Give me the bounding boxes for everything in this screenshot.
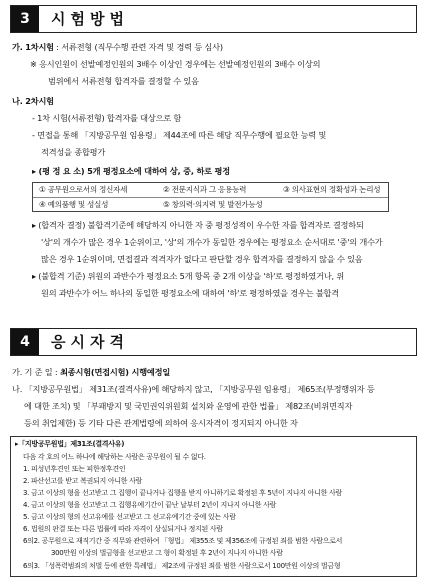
eligibility-line-2: 에 대한 조치) 및 「부패방지 및 국민권익위원회 설치와 운영에 관한 법률」 제82조(비위면직자 — [24, 401, 353, 411]
pass-criteria-line-1: ▸ (합격자 결정) 불합격기준에 해당하지 아니한 자 중 평정성적이 우수한 자를 합격자로 결정하되 — [32, 220, 364, 230]
pass-criteria-line-2: '상'의 개수가 많은 경우 1순위이고, '상'의 개수가 동일한 경우에는 평정요소 순서대로 '중'의 개수가 — [41, 237, 383, 247]
criteria-date-line — [12, 367, 170, 378]
section-number: 4 — [11, 329, 39, 355]
pass-criteria-line-3: 많은 경우 1순위이며, 면접결과 적격자가 없다고 판단할 경우 합격자를 결정하지 않을 수 있음 — [41, 254, 363, 264]
eval-item-3: ③ 의사표현의 정확성과 논리성 — [283, 185, 381, 194]
eval-heading: ▸ (평 정 요 소) 5개 평정요소에 대하여 상, 중, 하로 평정 — [32, 166, 230, 176]
second-exam-item-2-line-1: - 면접을 통해 「지방공무원 임용령」 제44조에 따른 해당 직무수행에 필요한 능력 및 — [32, 130, 327, 140]
note-line-2: 범위에서 서류전형 합격자를 결정할 수 있음 — [48, 76, 199, 86]
law-line: 3. 금고 이상의 형을 선고받고 그 집행이 끝나거나 집행을 받지 아니하기로 확정된 후 5년이 지나지 아니한 사람 — [23, 489, 342, 497]
eligibility-line-3: 등의 취업제한) 등 기타 다른 관계법령에 의하여 응시자격이 정지되지 아니한 자 — [24, 418, 298, 428]
section-title: 시험방법 — [51, 10, 129, 28]
eval-item-4: ④ 예의품행 및 성실성 — [39, 200, 109, 209]
law-line: 5. 금고 이상의 형의 선고유예를 선고받고 그 선고유예기간 중에 있는 사람 — [23, 513, 236, 521]
law-line: 4. 금고 이상의 형을 선고받고 그 집행유예기간이 끝난 날부터 2년이 지나지 아니한 사람 — [23, 501, 277, 509]
law-box-title: ▸「지방공무원법」제31조(결격사유) — [15, 440, 125, 448]
section-3-header — [10, 5, 417, 33]
first-exam-text: : 서류전형 (직무수행 관련 자격 및 경력 등 심사) — [53, 42, 223, 52]
section-number: 3 — [11, 6, 39, 32]
law-line: 2. 파산선고를 받고 복권되지 아니한 사람 — [23, 477, 143, 485]
law-line: 6의2. 공무원으로 재직기간 중 직무와 관련하여 「형법」 제355조 및 제356조에 규정된 죄를 범한 사람으로서 — [23, 537, 343, 545]
criteria-date-label: 가. 기 준 일 : — [12, 367, 58, 377]
criteria-date-text: 최종시험(면접시험) 시행예정일 — [57, 367, 171, 377]
eligibility-line-1: 나. 「지방공무원법」 제31조(결격사유)에 해당하지 않고, 「지방공무원 임용령」 제65조(부정행위자 등 — [12, 384, 375, 394]
fail-criteria-line-2: 원의 과반수가 어느 하나의 동일한 평정요소에 대하여 '하'로 평정하였을 경우는 불합격 — [41, 288, 339, 298]
eval-item-1: ① 공무원으로서의 정신자세 — [39, 185, 128, 194]
law-excerpt-box — [10, 436, 417, 577]
section-4-header — [10, 328, 417, 356]
first-exam-label: 가. 1차시험 — [12, 42, 54, 52]
second-exam-item-2-line-2: 적격성을 종합평가 — [41, 147, 106, 157]
law-line: 6의3. 「성폭력범죄의 처벌 등에 관한 특례법」 제2조에 규정된 죄를 범한 사람으로서 100만원 이상의 벌금형 — [23, 562, 341, 570]
eval-item-2: ② 전문지식과 그 응용능력 — [163, 185, 247, 194]
law-line: 다음 각 호의 어느 하나에 해당하는 사람은 공무원이 될 수 없다. — [23, 453, 206, 461]
law-line: 300만원 이상의 벌금형을 선고받고 그 형이 확정된 후 2년이 지나지 아니한 사람 — [51, 549, 283, 557]
section-title: 응시자격 — [51, 333, 129, 351]
note-line-1: ※ 응시인원이 선발예정인원의 3배수 이상인 경우에는 선발예정인원의 3배수 이상의 — [30, 59, 321, 69]
eval-item-5: ⑤ 창의력·의지력 및 발전가능성 — [163, 200, 263, 209]
law-line: 1. 피성년후견인 또는 피한정후견인 — [23, 465, 126, 473]
law-line: 6. 법원의 판결 또는 다른 법률에 따라 자격이 상실되거나 정지된 사람 — [23, 525, 223, 533]
second-exam-item-1: - 1차 시험(서류전형) 합격자를 대상으로 함 — [32, 113, 182, 123]
first-exam-line — [12, 42, 223, 53]
eval-elements-box — [32, 182, 389, 212]
second-exam-label: 나. 2차시험 — [12, 96, 54, 106]
fail-criteria-line-1: ▸ (불합격 기준) 위원의 과반수가 평정요소 5개 항목 중 2개 이상을 '하'로 평정하였거나, 위 — [32, 271, 345, 281]
eval-divider — [33, 197, 388, 198]
